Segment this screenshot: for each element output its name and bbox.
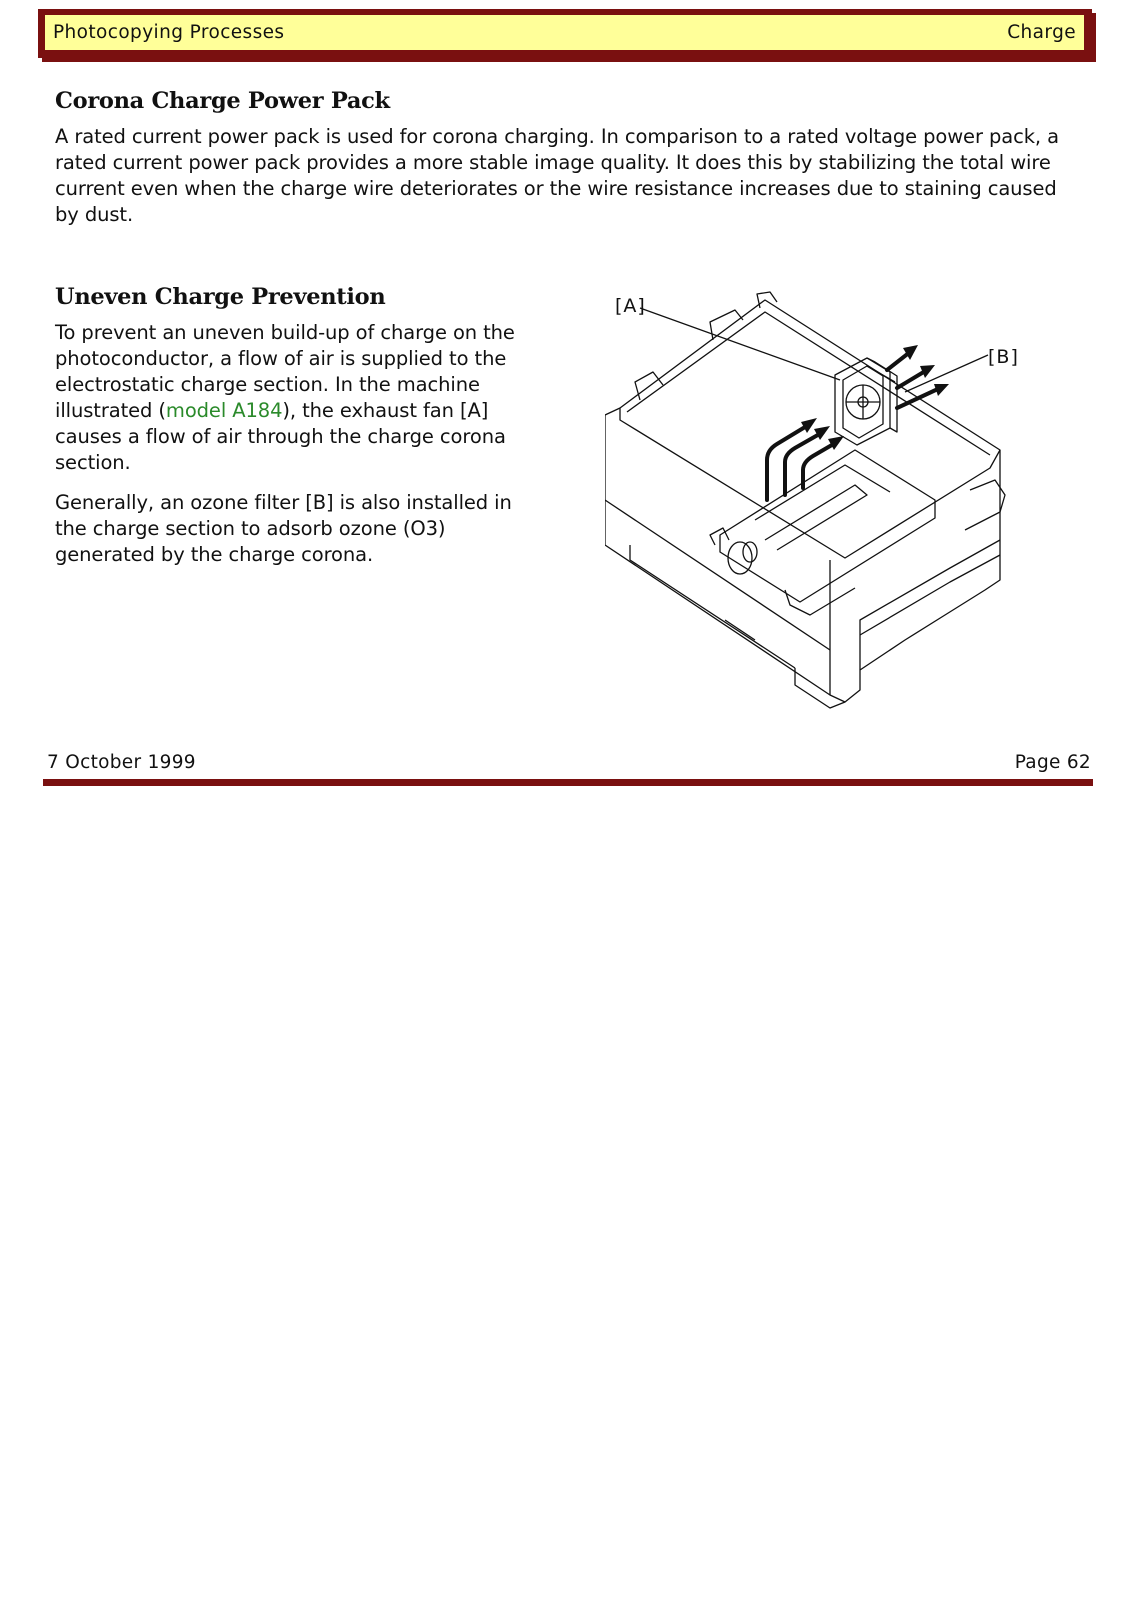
air-flow-text-end: ), the exhaust fan [A] causes a flow of air through the charge corona section. bbox=[55, 399, 506, 474]
drum-end-cap bbox=[728, 542, 752, 574]
copier-base-slot bbox=[725, 620, 755, 640]
copier-body-seam bbox=[605, 500, 830, 650]
model-a184-link[interactable]: model A184 bbox=[165, 399, 283, 422]
corona-handle bbox=[785, 588, 855, 615]
corona-unit-body bbox=[720, 450, 935, 602]
figure-label-a: [A] bbox=[615, 295, 646, 317]
copier-side-handle bbox=[965, 480, 1005, 530]
figure-label-b: [B] bbox=[988, 346, 1019, 368]
paragraph-air-flow bbox=[55, 320, 545, 476]
intake-arrowhead-1 bbox=[801, 418, 817, 433]
heading-corona-charge-power-pack: Corona Charge Power Pack bbox=[55, 88, 390, 114]
header-section-title: Photocopying Processes bbox=[53, 22, 285, 43]
exhaust-arrow-2 bbox=[897, 370, 927, 388]
copier-top-surface bbox=[620, 300, 1000, 558]
copier-left-face bbox=[605, 415, 830, 695]
header-topic: Charge bbox=[1007, 22, 1076, 43]
page-header bbox=[45, 15, 1084, 50]
exhaust-arrow-3 bbox=[897, 388, 940, 408]
copier-base-step bbox=[630, 545, 795, 668]
paragraph-ozone-filter: Generally, an ozone filter [B] is also installed in the charge section to adsorb ozone (O3) generated by the charge corona. bbox=[55, 491, 512, 566]
copier-top-edge-inner bbox=[627, 312, 990, 455]
heading-uneven-charge-prevention: Uneven Charge Prevention bbox=[55, 284, 386, 310]
copier-left-top-join bbox=[605, 408, 620, 415]
footer-date: 7 October 1999 bbox=[47, 752, 196, 773]
exhaust-arrowheads bbox=[903, 345, 949, 396]
copier-airflow-illustration bbox=[605, 290, 1045, 710]
copier-tray-line bbox=[860, 555, 1000, 635]
footer-page-number: Page 62 bbox=[1014, 752, 1091, 773]
paragraph-power-pack: A rated current power pack is used for corona charging. In comparison to a rated voltage power pack, a rated current power pack provides a more stable image quality. It does this by stabilizing the total wire current even when the charge wire deteriorates or the wire resistance increases due to staining caused by dust. bbox=[55, 125, 1059, 226]
exhaust-arrowhead-3 bbox=[934, 384, 949, 396]
copier-tray-edge bbox=[860, 540, 1000, 670]
intake-arrows bbox=[767, 424, 837, 500]
air-flow-text-start: To prevent an uneven build-up of charge on the photoconductor, a flow of air is supplied to the electrostatic charge section. In the machine illustrated ( bbox=[55, 321, 515, 422]
exhaust-arrow-1 bbox=[887, 352, 910, 370]
copier-drawing bbox=[605, 290, 1045, 710]
corona-unit-groove bbox=[755, 465, 890, 520]
drum-end-inner bbox=[743, 542, 757, 562]
footer-rule bbox=[43, 779, 1093, 786]
